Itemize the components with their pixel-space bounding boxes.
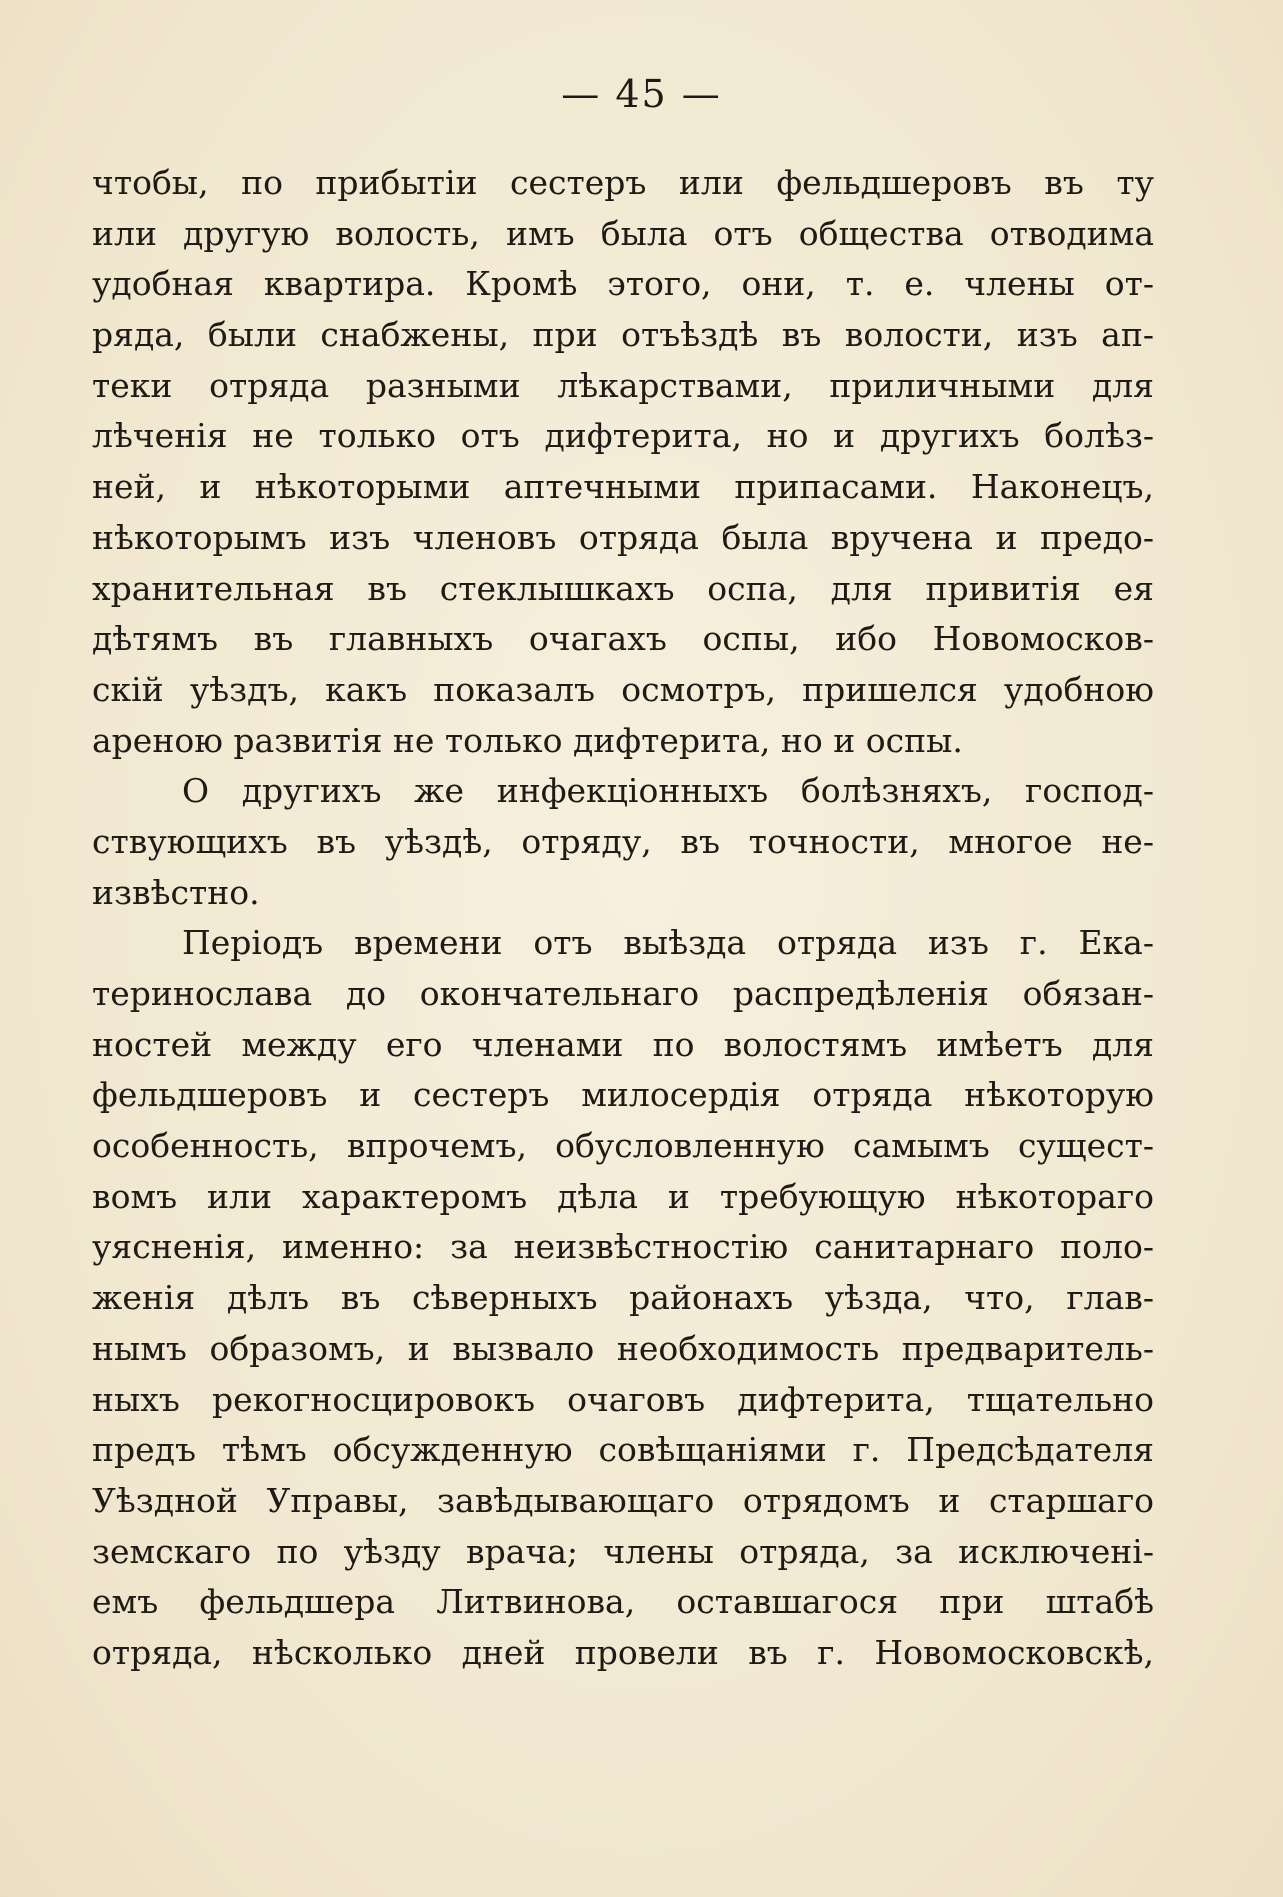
paragraph-2 [92, 766, 1154, 918]
text-line: дѣтямъ въ главныхъ очагахъ оспы, ибо Новомосков- [92, 619, 1154, 659]
text-line: вомъ или характеромъ дѣла и требующую нѣкотораго [92, 1176, 1154, 1216]
text-line: особенность, впрочемъ, обусловленную самымъ сущест- [92, 1126, 1154, 1166]
text-line: скій уѣздъ, какъ показалъ осмотръ, пришелся удобною [92, 669, 1154, 709]
text-line: ареною развитія не только дифтерита, но и оспы. [92, 720, 963, 760]
text-line: ряда, были снабжены, при отъѣздѣ въ волости, изъ ап- [92, 315, 1154, 355]
text-line: удобная квартира. Кромѣ этого, они, т. е. члены от- [92, 264, 1154, 304]
paragraph-3 [92, 918, 1154, 1678]
text-line: теринослава до окончательнаго распредѣленія обязан- [92, 974, 1154, 1013]
text-line: Періодъ времени отъ выѣзда отряда изъ г. Ека- [182, 923, 1154, 963]
text-line: ствующихъ въ уѣздѣ, отряду, въ точности, многое не- [92, 821, 1154, 861]
page-number: — 45 — [561, 72, 722, 116]
text-line: чтобы, по прибытіи сестеръ или фельдшеровъ въ ту [92, 163, 1154, 202]
text-line: емъ фельдшера Литвинова, оставшагося при штабѣ [92, 1582, 1154, 1622]
text-line: земскаго по уѣзду врача; члены отряда, за исключені- [92, 1531, 1154, 1571]
text-line: женія дѣлъ въ сѣверныхъ районахъ уѣзда, что, глав- [92, 1278, 1154, 1318]
text-line: извѣстно. [92, 872, 260, 912]
text-line: ностей между его членами по волостямъ имѣетъ для [92, 1024, 1154, 1064]
text-line: ныхъ рекогносцировокъ очаговъ дифтерита, тщательно [92, 1379, 1154, 1419]
text-line: ней, и нѣкоторыми аптечными припасами. Наконецъ, [92, 467, 1154, 507]
text-line: фельдшеровъ и сестеръ милосердія отряда нѣкоторую [92, 1075, 1154, 1115]
text-line: Уѣздной Управы, завѣдывающаго отрядомъ и старшаго [92, 1480, 1154, 1520]
text-line: нѣкоторымъ изъ членовъ отряда была вручена и предо- [92, 517, 1154, 557]
body-text [92, 158, 1154, 1679]
text-line: хранительная въ стеклышкахъ оспа, для привитія ея [92, 568, 1154, 608]
text-line: предъ тѣмъ обсужденную совѣщаніями г. Предсѣдателя [92, 1430, 1154, 1470]
text-line: отряда, нѣсколько дней провели въ г. Новомосковскѣ, [92, 1632, 1154, 1672]
text-line: или другую волость, имъ была отъ общества отводима [92, 213, 1154, 253]
text-line: лѣченія не только отъ дифтерита, но и другихъ болѣз- [92, 416, 1154, 456]
text-line: нымъ образомъ, и вызвало необходимость предваритель- [92, 1328, 1154, 1368]
text-line: О другихъ же инфекціонныхъ болѣзняхъ, господ- [182, 771, 1154, 811]
text-line: теки отряда разными лѣкарствами, приличными для [92, 365, 1154, 405]
text-line: уясненія, именно: за неизвѣстностію санитарнаго поло- [92, 1227, 1154, 1267]
paragraph-1 [92, 158, 1154, 766]
